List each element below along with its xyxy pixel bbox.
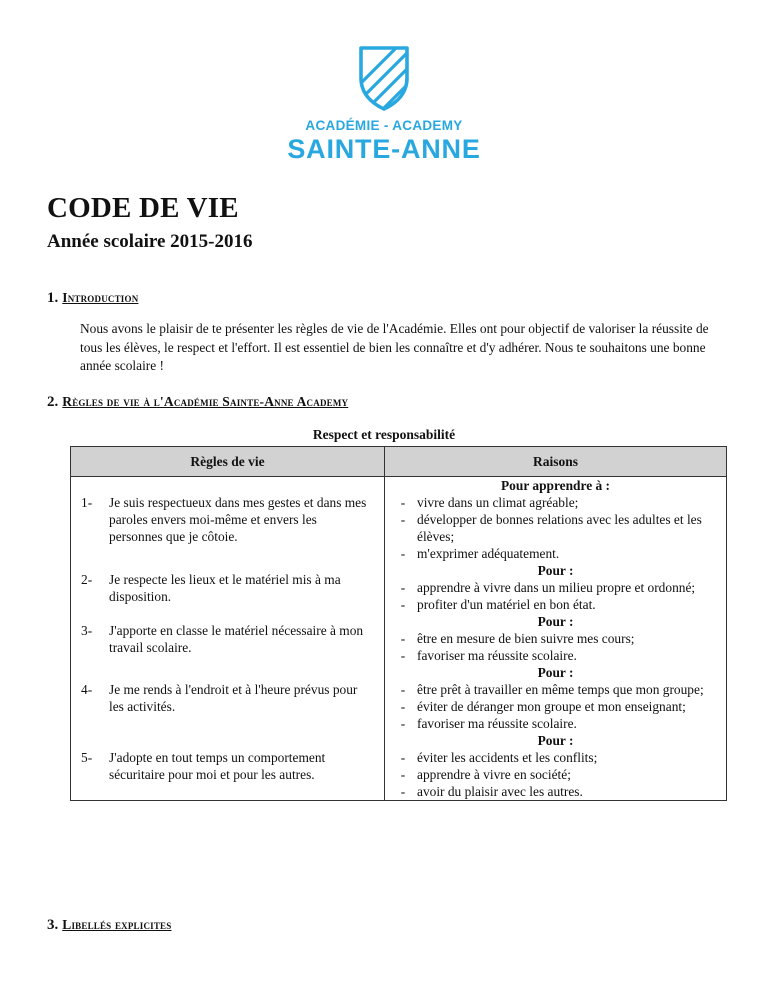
section-number: 3. xyxy=(47,917,59,933)
reason-item: - éviter les accidents et les conflits; xyxy=(400,750,598,765)
header-reasons: Raisons xyxy=(385,447,727,477)
brand-line-1: ACADÉMIE - ACADEMY xyxy=(305,118,463,133)
section-heading-2 xyxy=(47,394,348,411)
reason-item: - apprendre à vivre dans un milieu propre et ordonné; xyxy=(400,580,696,595)
reason-heading: Pour : xyxy=(537,614,574,629)
document-subtitle: Année scolaire 2015-2016 xyxy=(47,231,253,252)
reason-item: - être prêt à travailler en même temps que mon groupe; xyxy=(400,682,704,697)
reason-item: - vivre dans un climat agréable; xyxy=(400,495,579,510)
reason-item: - profiter d'un matériel en bon état. xyxy=(400,597,596,612)
rule-cell xyxy=(71,562,385,613)
reason-heading: Pour : xyxy=(537,733,574,748)
reason-item: - apprendre à vivre en société; xyxy=(400,767,571,782)
reason-item: - développer de bonnes relations avec les adultes et les élèves; xyxy=(400,512,702,544)
table-caption: Respect et responsabilité xyxy=(312,427,456,442)
table-row xyxy=(71,477,727,563)
table-row xyxy=(71,664,727,732)
reason-cell xyxy=(385,613,727,664)
document-title: CODE DE VIE xyxy=(47,192,239,224)
section-heading-3 xyxy=(47,917,171,934)
reason-heading: Pour apprendre à : xyxy=(501,478,610,493)
section-number: 1. xyxy=(47,290,59,306)
section-title: Libellés explicites xyxy=(62,917,172,932)
rule-number: 1- xyxy=(81,495,93,510)
rule-text: Je me rends à l'endroit et à l'heure prévus pour les activités. xyxy=(109,682,358,714)
table-row xyxy=(71,732,727,801)
header-rules: Règles de vie xyxy=(71,447,385,477)
table-header-row xyxy=(71,447,727,477)
rule-text: Je respecte les lieux et le matériel mis à ma disposition. xyxy=(109,571,341,604)
rule-number: 5- xyxy=(81,750,93,765)
reason-heading: Pour : xyxy=(537,665,574,680)
table-row xyxy=(71,562,727,613)
rules-table xyxy=(70,446,727,801)
intro-paragraph: Nous avons le plaisir de te présenter les règles de vie de l'Académie. Elles ont pour objectif de valoriser la réussite de tous les élèves, le respect et l'effort. Il est essentiel de bien les connaître et d'y adhérer. Nous te souhaitons une bonne année scolaire ! xyxy=(80,321,709,373)
rule-text: Je suis respectueux dans mes gestes et dans mes paroles envers moi-même et envers les personnes que je côtoie. xyxy=(109,495,367,544)
rule-number: 3- xyxy=(81,622,93,638)
reason-cell xyxy=(385,732,727,801)
rule-cell xyxy=(71,613,385,664)
rule-text: J'apporte en classe le matériel nécessaire à mon travail scolaire. xyxy=(109,622,364,655)
section-title: Introduction xyxy=(62,290,139,305)
rule-cell xyxy=(71,477,385,563)
reason-item: - éviter de déranger mon groupe et mon enseignant; xyxy=(400,699,686,714)
reason-item: - avoir du plaisir avec les autres. xyxy=(400,784,583,799)
shield-stripes-icon xyxy=(356,44,412,112)
reason-item: - favoriser ma réussite scolaire. xyxy=(400,648,577,663)
table-row xyxy=(71,613,727,664)
rule-cell xyxy=(71,732,385,801)
rule-cell xyxy=(71,664,385,732)
reason-cell xyxy=(385,477,727,563)
brand-line-2: SAINTE-ANNE xyxy=(287,134,481,164)
reason-cell xyxy=(385,664,727,732)
section-number: 2. xyxy=(47,394,59,410)
reason-item: - être en mesure de bien suivre mes cours; xyxy=(400,631,635,646)
reason-item: - m'exprimer adéquatement. xyxy=(400,546,560,561)
rule-number: 2- xyxy=(81,571,93,587)
section-title: Règles de vie à l'Académie Sainte-Anne Academy xyxy=(62,394,349,409)
school-logo xyxy=(0,44,768,165)
reason-heading: Pour : xyxy=(537,563,574,578)
rule-text: J'adopte en tout temps un comportement sécuritaire pour moi et pour les autres. xyxy=(109,750,326,782)
rule-number: 4- xyxy=(81,682,93,697)
section-heading-1 xyxy=(47,290,138,307)
reason-item: - favoriser ma réussite scolaire. xyxy=(400,716,577,731)
reason-cell xyxy=(385,562,727,613)
